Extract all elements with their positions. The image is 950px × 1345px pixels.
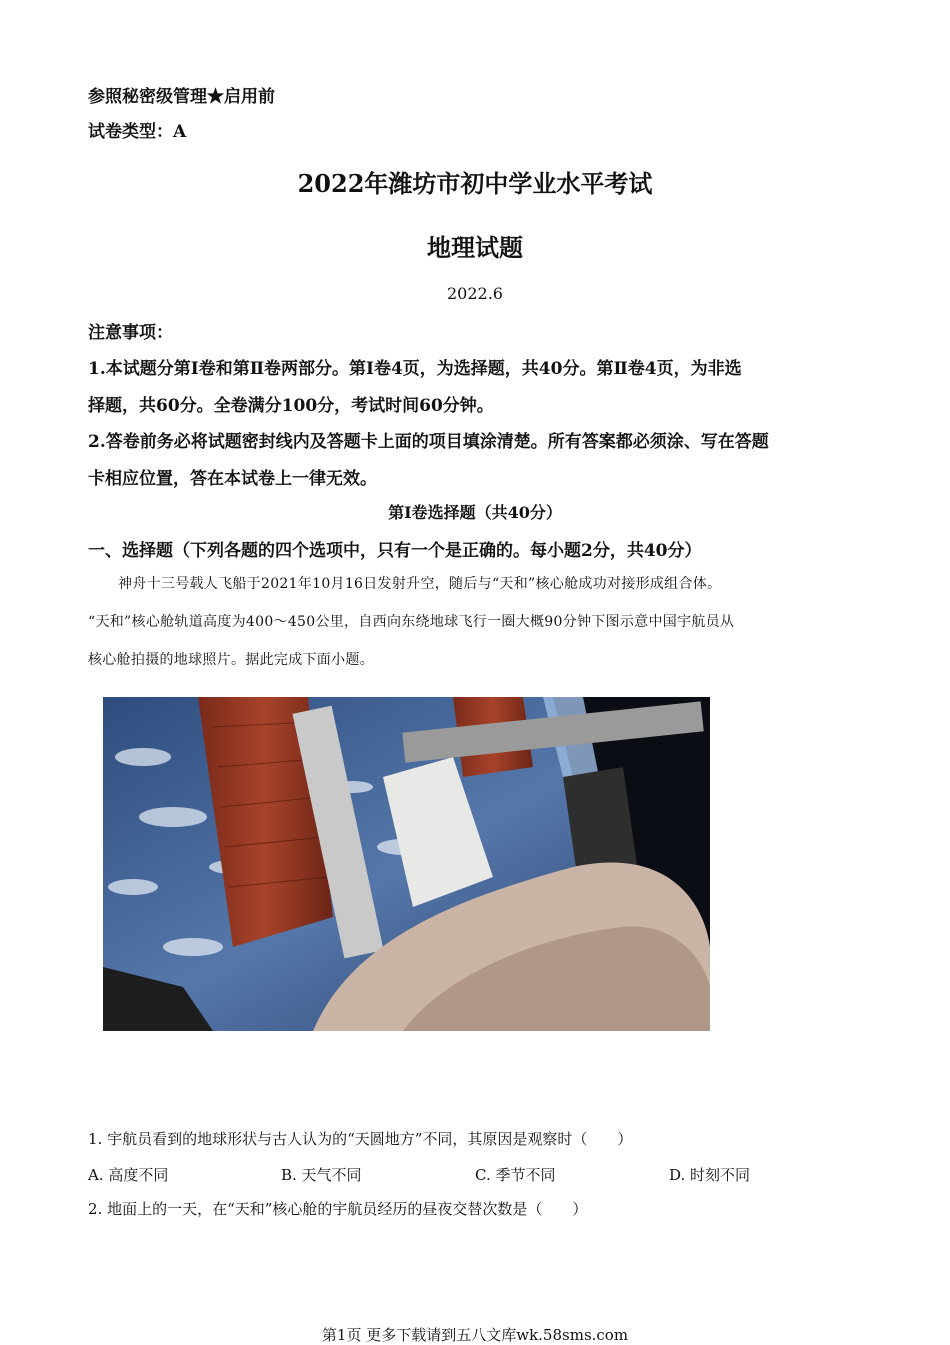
paper-type-line: 试卷类型：A xyxy=(88,122,187,142)
volume-title: 第Ⅰ卷选择题（共40分） xyxy=(388,503,562,522)
notes-item2-line1: 2.答卷前务必将试题密封线内及答题卡上面的项目填涂清楚。所有答案都必须涂、写在答题 xyxy=(88,432,769,452)
secret-level-line: 参照秘密级管理★启用前 xyxy=(88,87,275,107)
subject-title: 地理试题 xyxy=(427,233,523,262)
notes-heading: 注意事项： xyxy=(88,323,173,343)
question-1-option-d: D. 时刻不同 xyxy=(669,1166,751,1184)
notes-item1-line2: 择题，共60分。全卷满分100分，考试时间60分钟。 xyxy=(88,396,494,416)
passage-line3: 核心舱拍摄的地球照片。据此完成下面小题。 xyxy=(88,652,374,668)
question-1-stem: 1. 宇航员看到的地球形状与古人认为的“天圆地方”不同，其原因是观察时（ ） xyxy=(88,1130,633,1148)
exam-title: 2022年潍坊市初中学业水平考试 xyxy=(297,169,653,198)
question-1-option-c: C. 季节不同 xyxy=(475,1166,556,1184)
notes-item2-line2: 卡相应位置，答在本试卷上一律无效。 xyxy=(88,469,377,489)
question-1-option-b: B. 天气不同 xyxy=(281,1166,362,1184)
passage-line1: 神舟十三号载人飞船于2021年10月16日发射升空，随后与“天和”核心舱成功对接形成组合体。 xyxy=(118,576,722,592)
page-footer: 第1页 更多下载请到五八文库wk.58sms.com xyxy=(321,1326,629,1344)
exam-date: 2022.6 xyxy=(447,284,503,303)
passage-line2: “天和”核心舱轨道高度为400～450公里，自西向东绕地球飞行一圈大概90分钟下图示意中国宇航员从 xyxy=(88,614,735,630)
notes-item1-line1: 1.本试题分第Ⅰ卷和第Ⅱ卷两部分。第Ⅰ卷4页，为选择题，共40分。第Ⅱ卷4页，为非选 xyxy=(88,359,742,379)
earth-photo xyxy=(103,697,710,1031)
question-2-stem: 2. 地面上的一天，在“天和”核心舱的宇航员经历的昼夜交替次数是（ ） xyxy=(88,1200,588,1218)
space-station-photo-illustration xyxy=(103,697,710,1031)
part-title: 一、选择题（下列各题的四个选项中，只有一个是正确的。每小题2分，共40分） xyxy=(88,541,702,561)
question-1-option-a: A. 高度不同 xyxy=(88,1166,169,1184)
